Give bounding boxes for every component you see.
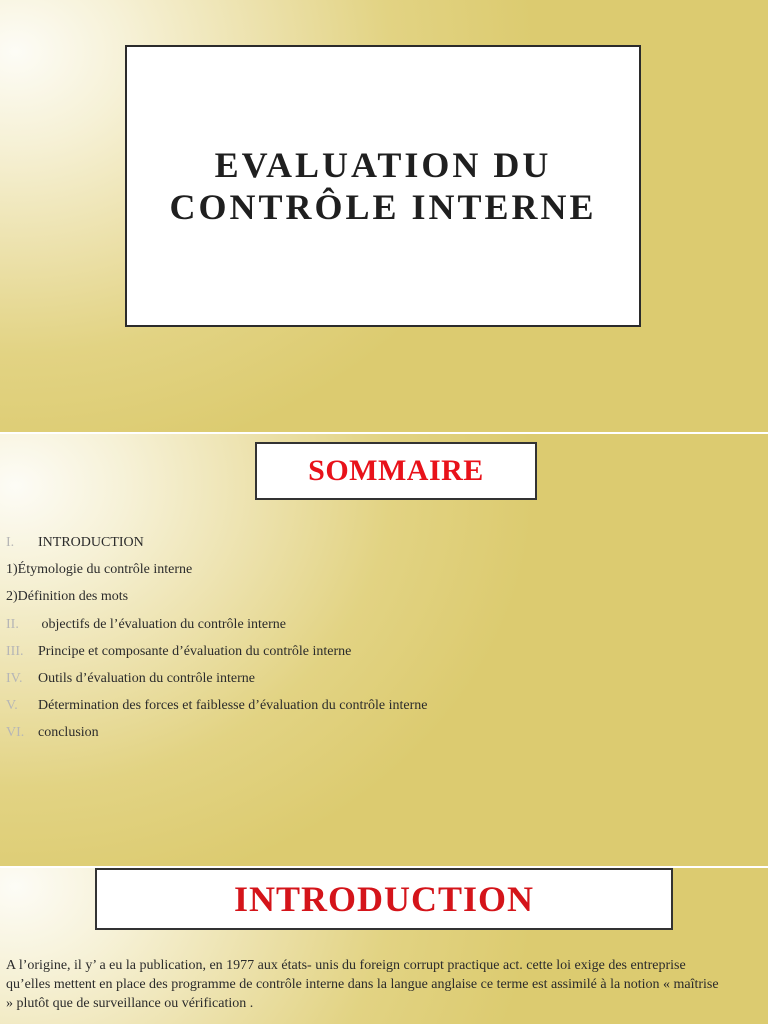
toc-numeral: II. xyxy=(6,616,19,632)
introduction-heading: INTRODUCTION xyxy=(233,879,535,919)
title-box xyxy=(125,45,641,327)
toc-item-text: Outils d’évaluation du contrôle interne xyxy=(38,670,255,686)
table-of-contents xyxy=(6,529,428,747)
toc-item xyxy=(6,556,428,583)
introduction-slide xyxy=(0,868,768,1024)
toc-item-text: 2)Définition des mots xyxy=(6,589,129,605)
toc-item xyxy=(6,529,428,556)
toc-item xyxy=(6,638,428,665)
toc-numeral: V. xyxy=(6,698,18,714)
introduction-paragraph: A l’origine, il y’ a eu la publication, en 1977 aux états- unis du foreign corrupt practique act. cette loi exige des entreprise qu’elles mettent en place des programme de contrôle interne dans la langue anglaise ce terme est assimilé à la notion « maîtrise » plutôt que de surveillance ou vérification . xyxy=(6,958,719,1011)
toc-item-text: Détermination des forces et faiblesse d’évaluation du contrôle interne xyxy=(38,698,428,714)
sommaire-heading-box xyxy=(255,442,537,500)
sommaire-heading: SOMMAIRE xyxy=(308,454,484,487)
toc-numeral: III. xyxy=(6,643,24,659)
toc-item xyxy=(6,692,428,719)
toc-item-text: INTRODUCTION xyxy=(38,535,144,550)
toc-item-text: 1)Étymologie du contrôle interne xyxy=(6,562,193,578)
toc-numeral: I. xyxy=(6,535,15,550)
toc-item xyxy=(6,719,428,746)
toc-item xyxy=(6,611,428,638)
toc-item-text: conclusion xyxy=(38,725,99,741)
toc-item xyxy=(6,665,428,692)
toc-item xyxy=(6,583,428,610)
introduction-heading-box xyxy=(95,868,673,930)
toc-numeral: VI. xyxy=(6,725,25,741)
title-slide xyxy=(0,0,768,432)
presentation-title: EVALUATION DU CONTRÔLE INTERNE xyxy=(169,145,597,227)
toc-item-text: objectifs de l’évaluation du contrôle interne xyxy=(38,616,287,632)
toc-item-text: Principe et composante d’évaluation du contrôle interne xyxy=(38,643,352,659)
toc-numeral: IV. xyxy=(6,670,23,686)
summary-slide xyxy=(0,434,768,866)
